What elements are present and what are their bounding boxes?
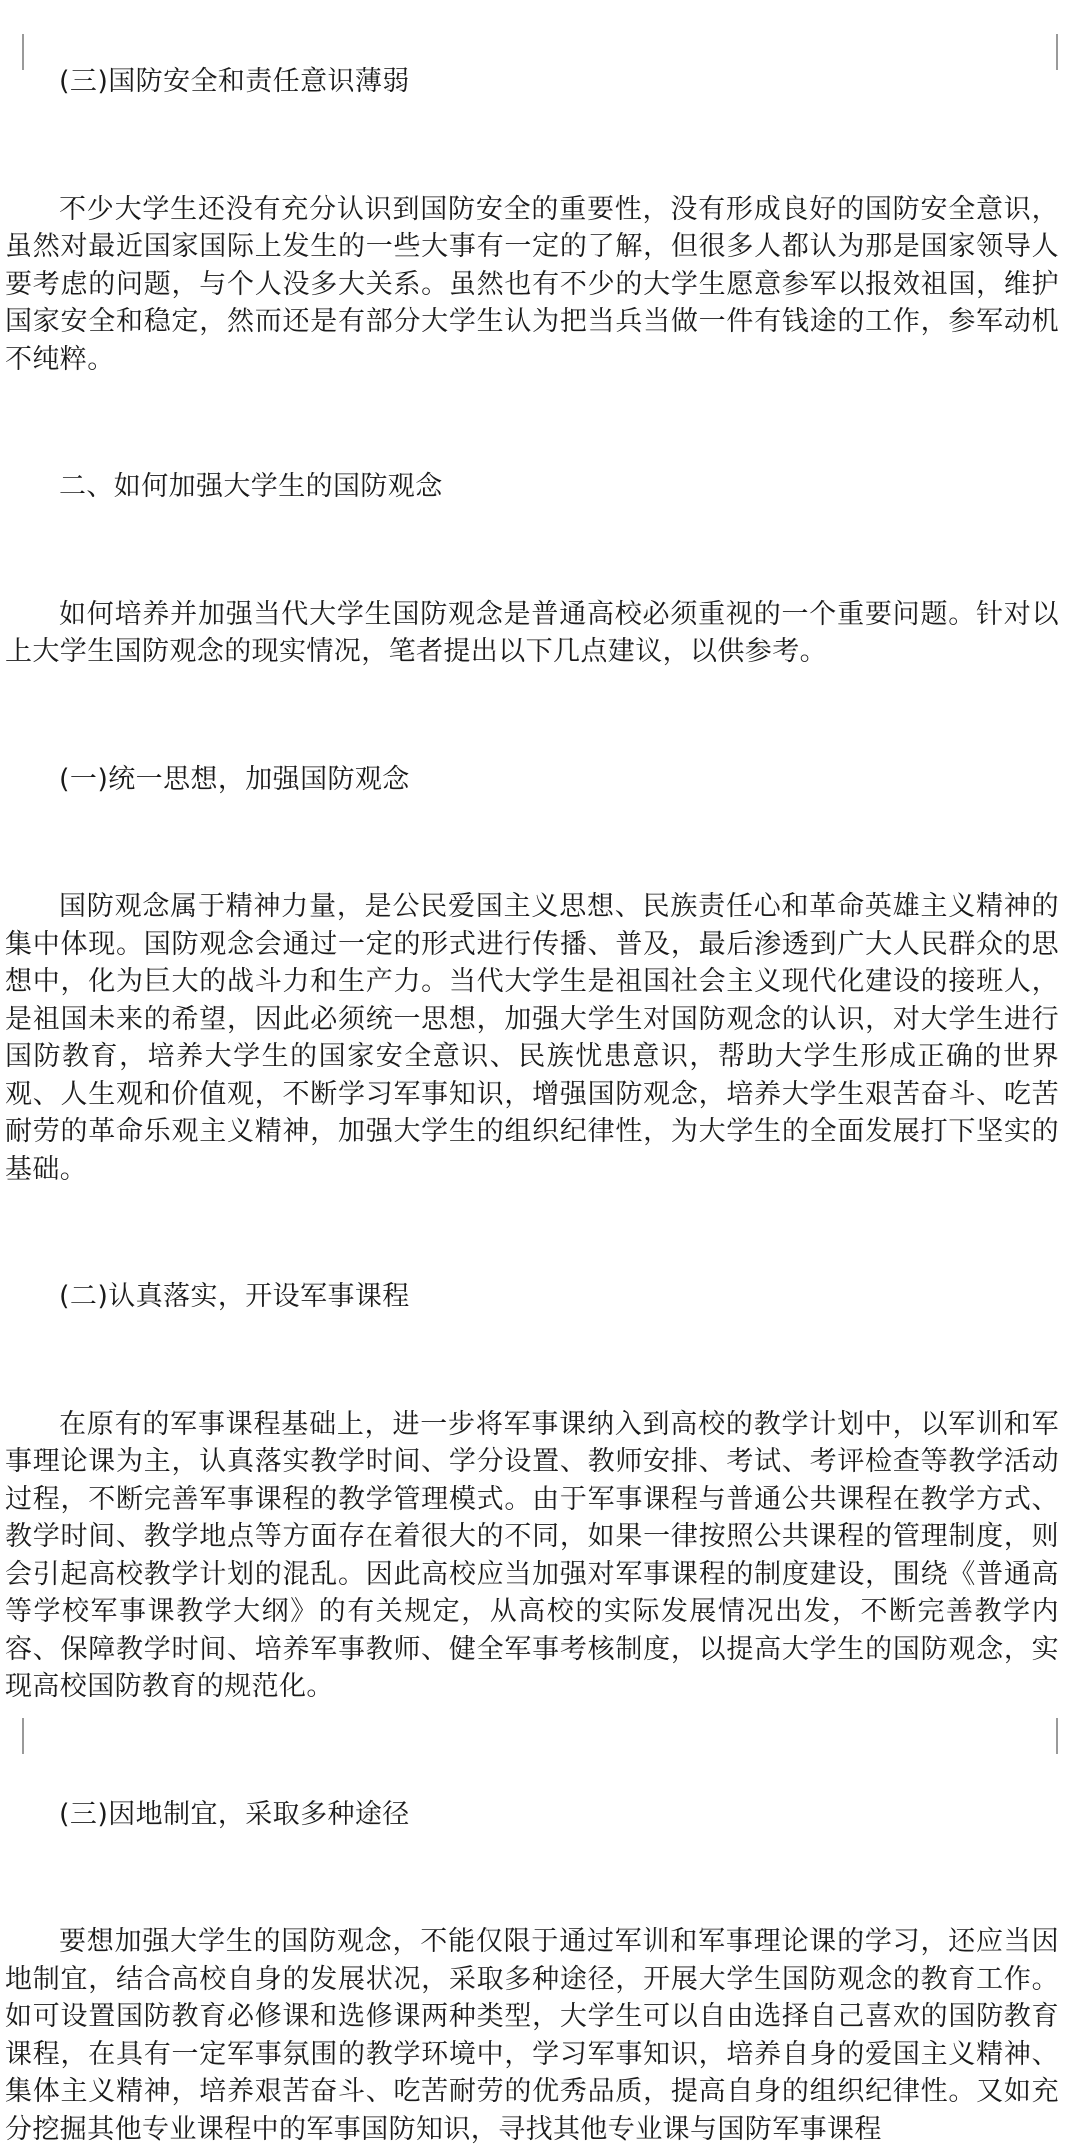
body-paragraph: 要想加强大学生的国防观念，不能仅限于通过军训和军事理论课的学习，还应当因地制宜，结合高校自身的发展状况，采取多种途径，开展大学生国防观念的教育工作。如可设置国防教育必修课和选修课两种类型，大学生可以自由选择自己喜欢的国防教育课程，在具有一定军事氛围的教学环境中，学习军事知识，培养自身的爱国主义精神、集体主义精神，培养艰苦奋斗、吃苦耐劳的优秀品质，提高自身的组织纪律性。又如充分挖掘其他专业课程中的军事国防知识，寻找其他专业课与国防军事课程 (5, 1926, 1059, 2145)
section-heading: (三)因地制宜，采取多种途径 (59, 1798, 410, 1830)
crop-mark-top-right (1056, 34, 1076, 70)
section-heading: (一)统一思想，加强国防观念 (59, 763, 410, 795)
section-heading: (二)认真落实，开设军事课程 (59, 1281, 410, 1312)
section-heading: (三)国防安全和责任意识薄弱 (59, 66, 410, 97)
body-paragraph: 不少大学生还没有充分认识到国防安全的重要性，没有形成良好的国防安全意识，虽然对最近国家国际上发生的一些大事有一定的了解，但很多人都认为那是国家领导人要考虑的问题，与个人没多大关系。虽然也有不少的大学生愿意参军以报效祖国，维护国家安全和稳定，然而还是有部分大学生认为把当兵当做一件有钱途的工作，参军动机不纯粹。 (5, 193, 1059, 375)
body-paragraph: 如何培养并加强当代大学生国防观念是普通高校必须重视的一个重要问题。针对以上大学生国防观念的现实情况，笔者提出以下几点建议，以供参考。 (5, 598, 1059, 667)
body-paragraph: 在原有的军事课程基础上，进一步将军事课纳入到高校的教学计划中，以军训和军事理论课为主，认真落实教学时间、学分设置、教师安排、考试、考评检查等教学活动过程，不断完善军事课程的教学管理模式。由于军事课程与普通公共课程在教学方式、教学时间、教学地点等方面存在着很大的不同，如果一律按照公共课程的管理制度，则会引起高校教学计划的混乱。因此高校应当加强对军事课程的制度建设，围绕《普通高等学校军事课教学大纲》的有关规定，从高校的实际发展情况出发，不断完善教学内容、保障教学时间、培养军事教师、健全军事考核制度，以提高大学生的国防观念，实现高校国防教育的规范化。 (5, 1408, 1059, 1702)
body-paragraph: 国防观念属于精神力量，是公民爱国主义思想、民族责任心和革命英雄主义精神的集中体现。国防观念会通过一定的形式进行传播、普及，最后渗透到广大人民群众的思想中，化为巨大的战斗力和生产力。当代大学生是祖国社会主义现代化建设的接班人，是祖国未来的希望，因此必须统一思想，加强大学生对国防观念的认识，对大学生进行国防教育，培养大学生的国家安全意识、民族忧患意识，帮助大学生形成正确的世界观、人生观和价值观，不断学习军事知识，增强国防观念，培养大学生艰苦奋斗、吃苦耐劳的革命乐观主义精神，加强大学生的组织纪律性，为大学生的全面发展打下坚实的基础。 (5, 891, 1059, 1185)
document-body (5, 63, 1059, 2148)
section-heading: 二、如何加强大学生的国防观念 (59, 471, 443, 502)
crop-mark-bottom-right (1056, 1718, 1076, 1754)
